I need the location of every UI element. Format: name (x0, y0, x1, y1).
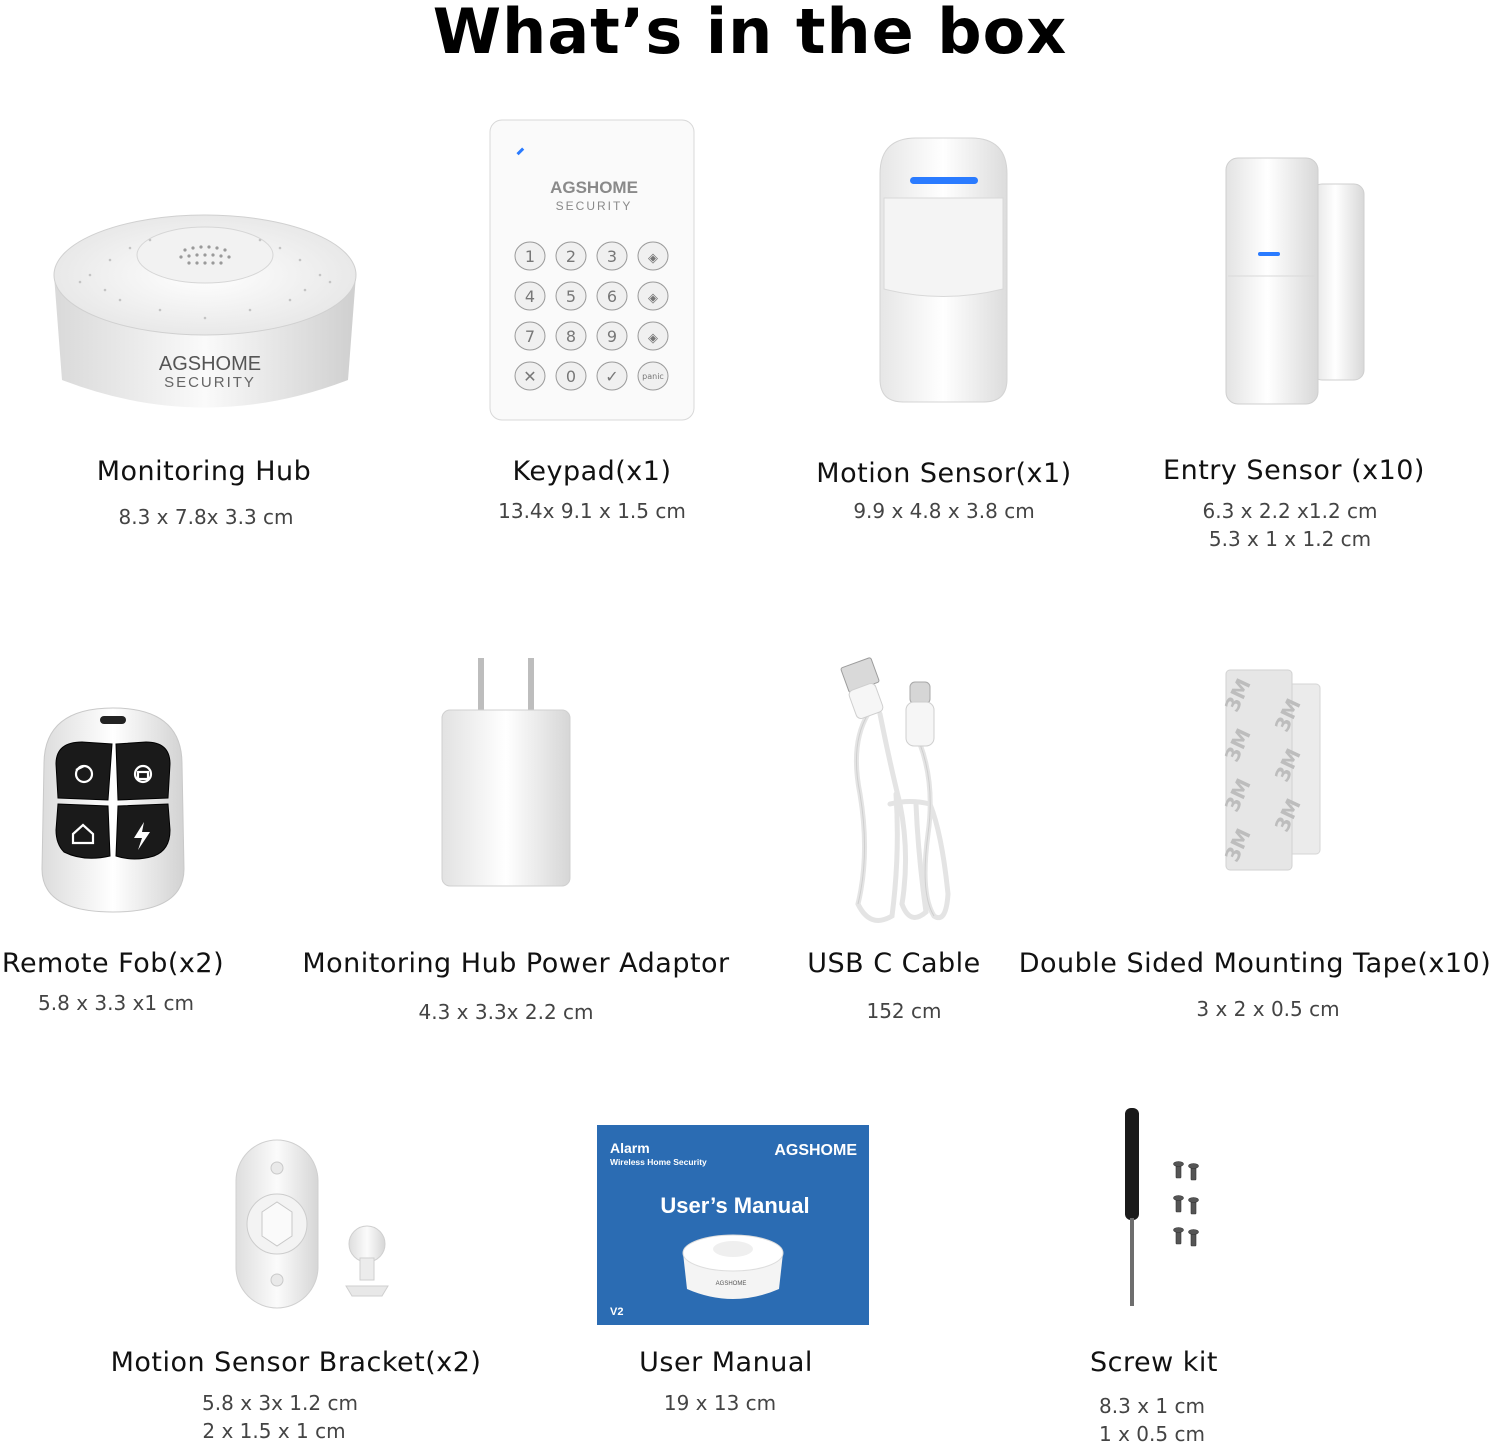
item-name: Double Sided Mounting Tape(x10) (1018, 948, 1492, 979)
keypad-key-label: 2 (565, 247, 577, 266)
item-dimensions: 5.8 x 3.3 x1 cm (38, 991, 194, 1015)
manual-hub-brand: AGSHOME (715, 1281, 747, 1287)
tape-mark: 3M (1269, 694, 1306, 736)
manual-heading: User’s Manual (660, 1193, 810, 1218)
item-name: Motion Sensor(x1) (816, 458, 1072, 489)
tape-mark: 3M (1219, 674, 1256, 716)
item-dimensions: 3 x 2 x 0.5 cm (1196, 997, 1340, 1021)
motion-sensor-bracket-image (232, 1136, 396, 1312)
item-name: Monitoring Hub (96, 456, 312, 487)
item-dimensions: 6.3 x 2.2 x1.2 cm (1202, 499, 1378, 523)
keypad-brand: AGSHOME (550, 178, 638, 197)
keypad-key-label: panic (642, 372, 664, 381)
manual-top-left: Alarm (610, 1140, 650, 1156)
item-name: Entry Sensor (x10) (1163, 455, 1425, 486)
tape-mark: 3M (1269, 794, 1306, 836)
manual-version: V2 (610, 1306, 624, 1318)
item-dimensions-2: 5.3 x 1 x 1.2 cm (1208, 527, 1372, 551)
keypad-key-label: 1 (524, 247, 536, 266)
item-dimensions: 8.3 x 1 cm (1099, 1394, 1205, 1418)
item-name: Motion Sensor Bracket(x2) (110, 1347, 482, 1378)
tape-mark: 3M (1269, 744, 1306, 786)
remote-fob-image (34, 704, 192, 914)
item-name: Screw kit (1090, 1347, 1218, 1378)
tape-mark: 3M (1219, 774, 1256, 816)
motion-sensor-image (876, 134, 1011, 406)
page-title: What’s in the box (432, 0, 1068, 68)
user-manual-image (597, 1125, 869, 1325)
screw-kit-image (1120, 1106, 1204, 1310)
item-dimensions: 8.3 x 7.8x 3.3 cm (118, 505, 294, 529)
keypad-brand-sub: SECURITY (555, 199, 633, 213)
hub-brand-sub: SECURITY (164, 374, 256, 391)
keypad-key-label: 4 (524, 287, 536, 306)
item-name: Monitoring Hub Power Adaptor (302, 948, 730, 979)
keypad-key-label: 9 (606, 327, 618, 346)
hub-brand: AGSHOME (158, 353, 262, 375)
monitoring-hub-image (50, 200, 360, 420)
tape-mark: 3M (1219, 724, 1256, 766)
keypad-key-label: ✕ (523, 367, 537, 386)
item-name: User Manual (639, 1347, 813, 1378)
item-dimensions: 13.4x 9.1 x 1.5 cm (498, 499, 686, 523)
keypad-key-label: ✓ (605, 367, 619, 386)
keypad-key-label: 7 (524, 327, 536, 346)
item-dimensions-2: 2 x 1.5 x 1 cm (202, 1419, 346, 1443)
item-dimensions: 9.9 x 4.8 x 3.8 cm (853, 499, 1035, 523)
keypad-key-label: 6 (606, 287, 618, 306)
usb-c-cable-image (830, 654, 960, 934)
keypad-image (488, 118, 698, 423)
item-name: Remote Fob(x2) (1, 948, 225, 979)
manual-subtitle: Wireless Home Security (610, 1157, 707, 1167)
manual-brand: AGSHOME (774, 1142, 857, 1159)
item-dimensions: 19 x 13 cm (663, 1391, 777, 1415)
mounting-tape-image (1219, 668, 1324, 874)
keypad-key-label: 3 (606, 247, 618, 266)
item-dimensions: 152 cm (866, 999, 942, 1023)
keypad-key-label: 0 (565, 367, 577, 386)
item-dimensions: 4.3 x 3.3x 2.2 cm (418, 1000, 594, 1024)
item-name: USB C Cable (807, 948, 981, 979)
item-name: Keypad(x1) (512, 456, 672, 487)
keypad-key-label: ◈ (648, 331, 658, 346)
keypad-key-label: ◈ (648, 251, 658, 266)
entry-sensor-image (1224, 156, 1369, 406)
keypad-key-label: 5 (565, 287, 577, 306)
keypad-key-label: ◈ (648, 291, 658, 306)
tape-mark: 3M (1219, 824, 1256, 866)
item-dimensions: 5.8 x 3x 1.2 cm (202, 1391, 358, 1415)
keypad-key-label: 8 (565, 327, 577, 346)
item-dimensions-2: 1 x 0.5 cm (1099, 1422, 1205, 1446)
power-adaptor-image (440, 656, 572, 888)
